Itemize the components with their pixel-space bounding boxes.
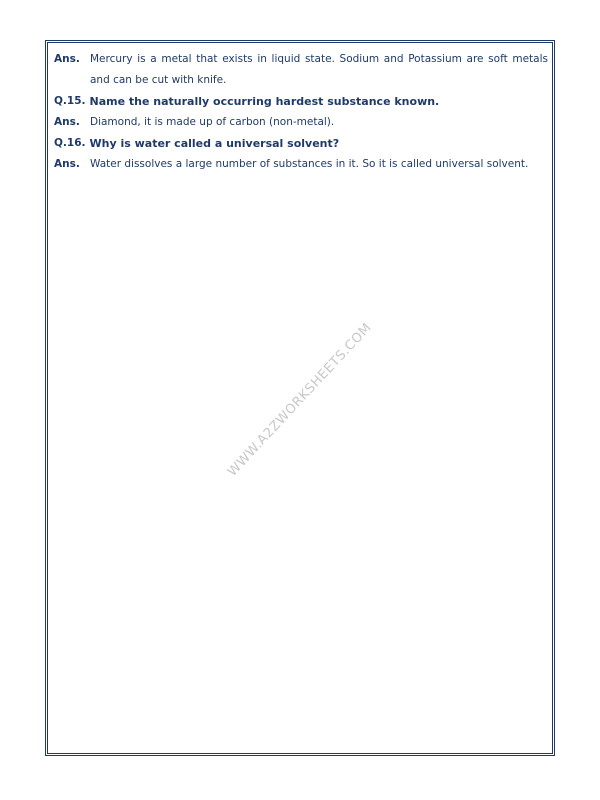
- watermark: WWW.A2ZWORKSHEETS.COM: [225, 320, 375, 480]
- answer-row: [54, 154, 548, 175]
- answer-label: Ans.: [54, 158, 80, 170]
- answer-row: [54, 112, 548, 133]
- worksheet-content: [54, 49, 548, 175]
- answer-text: Diamond, it is made up of carbon (non-metal).: [90, 116, 335, 128]
- question-row: [54, 91, 548, 112]
- question-row: [54, 133, 548, 154]
- question-label: Q.16.: [54, 137, 86, 149]
- answer-label: Ans.: [54, 116, 80, 128]
- answer-text: Water dissolves a large number of substances in it. So it is called universal solvent.: [90, 158, 529, 170]
- question-label: Q.15.: [54, 95, 86, 107]
- question-text: Why is water called a universal solvent?: [89, 137, 340, 150]
- answer-text: Mercury is a metal that exists in liquid state. Sodium and Potassium are soft metals and can be cut with knife.: [90, 53, 548, 86]
- question-text: Name the naturally occurring hardest substance known.: [89, 95, 440, 108]
- answer-row: [54, 49, 548, 91]
- answer-label: Ans.: [54, 53, 80, 65]
